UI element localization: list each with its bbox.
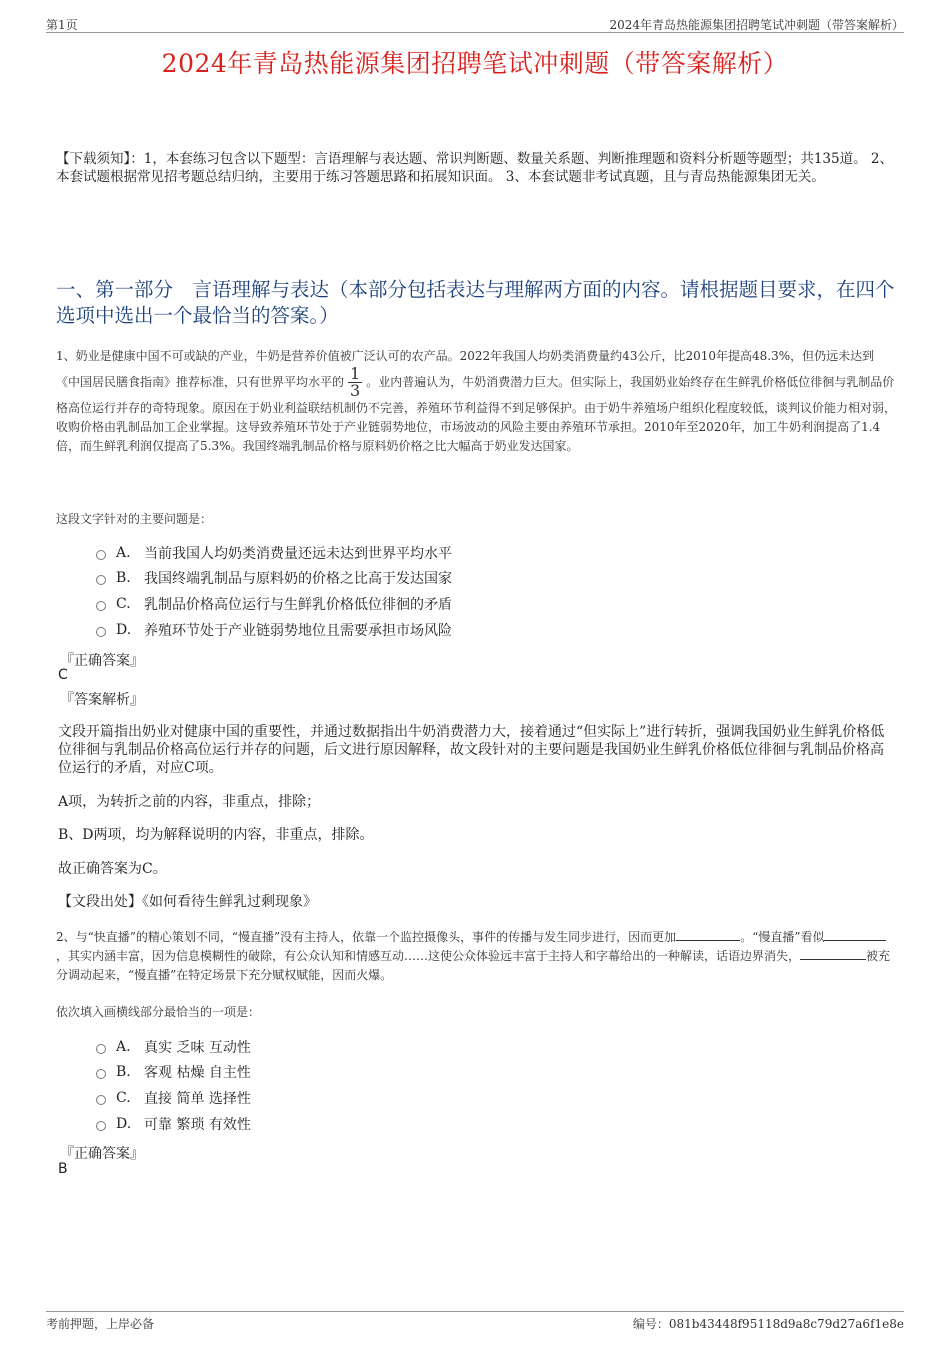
blank-3[interactable] [800,959,866,960]
header-doc-title: 2024年青岛热能源集团招聘笔试冲刺题（带答案解析） [609,18,904,32]
option-letter: A. [116,1038,131,1055]
section-heading: 一、第一部分 言语理解与表达（本部分包括表达与理解两方面的内容。请根据题目要求，在四个选项中选出一个最恰当的答案。） [56,278,895,327]
answer-value: B [58,1161,68,1177]
option-b[interactable] [96,1060,251,1086]
option-letter: D. [116,621,132,638]
page-number: 第1页 [46,18,78,32]
option-d[interactable] [96,1111,251,1137]
option-c[interactable] [96,591,452,617]
option-c[interactable] [96,1085,251,1111]
option-text: 当前我国人均奶类消费量还远未达到世界平均水平 [144,545,452,562]
option-text: 可靠 繁琐 有效性 [144,1116,251,1133]
page-title: 2024年青岛热能源集团招聘笔试冲刺题（带答案解析） [161,49,789,78]
question-2-text-a: 2、与“快直播”的精心策划不同，“慢直播”没有主持人，依靠一个监控摄像头，事件的传播与发生同步进行，因而更加 [56,930,677,944]
option-letter: B. [116,1064,131,1081]
blank-2[interactable] [824,940,886,941]
option-text: 真实 乏味 互动性 [144,1039,251,1056]
radio-icon[interactable] [96,575,106,585]
option-letter: D. [116,1115,132,1132]
answer-label: 『正确答案』 [60,1146,144,1162]
option-letter: B. [116,570,131,587]
question-2-options [96,1034,251,1136]
radio-icon[interactable] [96,1121,106,1131]
fraction-numerator: 1 [350,364,361,383]
analysis-text: 文段开篇指出奶业对健康中国的重要性，并通过数据指出牛奶消费潜力大，接着通过“但实际上”进行转折，强调我国奶业生鲜乳价格低位徘徊与乳制品价格高位运行并存的问题，后文进行原因解释，故文段针对的主要问题是我国奶业生鲜乳价格低位徘徊与乳制品价格高位运行的矛盾，对应C项。 [58,724,885,776]
question-2-text-d: 被充分调动起来，“慢直播”在特定场景下充分赋权赋能，因而火爆。 [56,949,891,982]
option-d[interactable] [96,617,452,643]
radio-icon[interactable] [96,1095,106,1105]
option-letter: C. [116,595,131,612]
option-text: 我国终端乳制品与原料奶的价格之比高于发达国家 [144,571,452,588]
radio-icon[interactable] [96,1069,106,1079]
passage-source: 【文段出处】《如何看待生鲜乳过剩现象》 [58,894,317,910]
question-1-text-a: 1、奶业是健康中国不可或缺的产业，牛奶是营养价值被广泛认可的农产品。2022年我国人均奶类消费量约43公斤，比2010年提高48.3%，但仍远未达到《中国居民膳食指南》推荐标准，只有世界平均水平的 [56,349,875,389]
question-1-options [96,540,452,642]
radio-icon[interactable] [96,550,106,560]
analysis-option-a: A项，为转折之前的内容，非重点，排除； [58,794,321,810]
option-a[interactable] [96,540,452,566]
option-text: 直接 简单 选择性 [144,1090,251,1107]
option-letter: C. [116,1089,131,1106]
question-1-text-b: 。业内普遍认为，牛奶消费潜力巨大。但实际上，我国奶业始终存在生鲜乳价格低位徘徊与乳制品价格高位运行并存的奇特现象。原因在于奶业利益联结机制仍不完善，养殖环节利益得不到足够保护。由于奶牛养殖场户组织化程度较低，谈判议价能力相对弱，收购价格由乳制品加工企业掌握。这导致养殖环节处于产业链弱势地位，市场波动的风险主要由养殖环节承担。2010年至2020年，加工牛奶利润提高了1.4倍，而生鲜乳利润仅提高了5.3%。我国终端乳制品价格与原料奶价格之比大幅高于奶业发达国家。 [56,375,897,453]
question-2-text-b: 。“慢直播”看似 [740,930,825,944]
page-header [46,14,904,33]
answer-value: C [58,667,68,683]
answer-label: 『正确答案』 [60,653,144,669]
option-text: 乳制品价格高位运行与生鲜乳价格低位徘徊的矛盾 [144,596,452,613]
option-a[interactable] [96,1034,251,1060]
radio-icon[interactable] [96,627,106,637]
option-letter: A. [116,544,131,561]
footer-serial: 编号：081b43448f95118d9a8c79d27a6f1e8e [632,1317,904,1331]
question-2-text-c: ，其实内涵丰富，因为信息模糊性的破除，有公众认知和情感互动……这使公众体验远丰富于主持人和字幕给出的一种解读，话语边界消失， [56,949,801,963]
analysis-label: 『答案解析』 [60,692,144,708]
question-1-prompt: 这段文字针对的主要问题是： [56,512,213,526]
download-notice: 【下载须知】：1，本套练习包含以下题型：言语理解与表达题、常识判断题、数量关系题、判断推理题和资料分析题等题型；共135道。 2、本套试题根据常见招考题总结归纳，主要用于练习答题思路和拓展知识面。 3、本套试题非考试真题，且与青岛热能源集团无关。 [56,151,893,185]
footer-slogan: 考前押题，上岸必备 [46,1317,155,1331]
analysis-conclusion: 故正确答案为C。 [58,861,167,877]
analysis-option-bd: B、D两项，均为解释说明的内容，非重点，排除。 [58,827,374,843]
question-2-prompt: 依次填入画横线部分最恰当的一项是： [56,1005,261,1019]
blank-1[interactable] [676,940,740,941]
fraction-denominator: 3 [350,381,361,400]
radio-icon[interactable] [96,1044,106,1054]
fraction [348,366,362,399]
question-1-stem [56,347,898,456]
radio-icon[interactable] [96,601,106,611]
question-2-stem [56,928,898,985]
option-text: 客观 枯燥 自主性 [144,1065,251,1082]
page-footer [46,1311,904,1331]
option-b[interactable] [96,566,452,592]
option-text: 养殖环节处于产业链弱势地位且需要承担市场风险 [144,622,452,639]
